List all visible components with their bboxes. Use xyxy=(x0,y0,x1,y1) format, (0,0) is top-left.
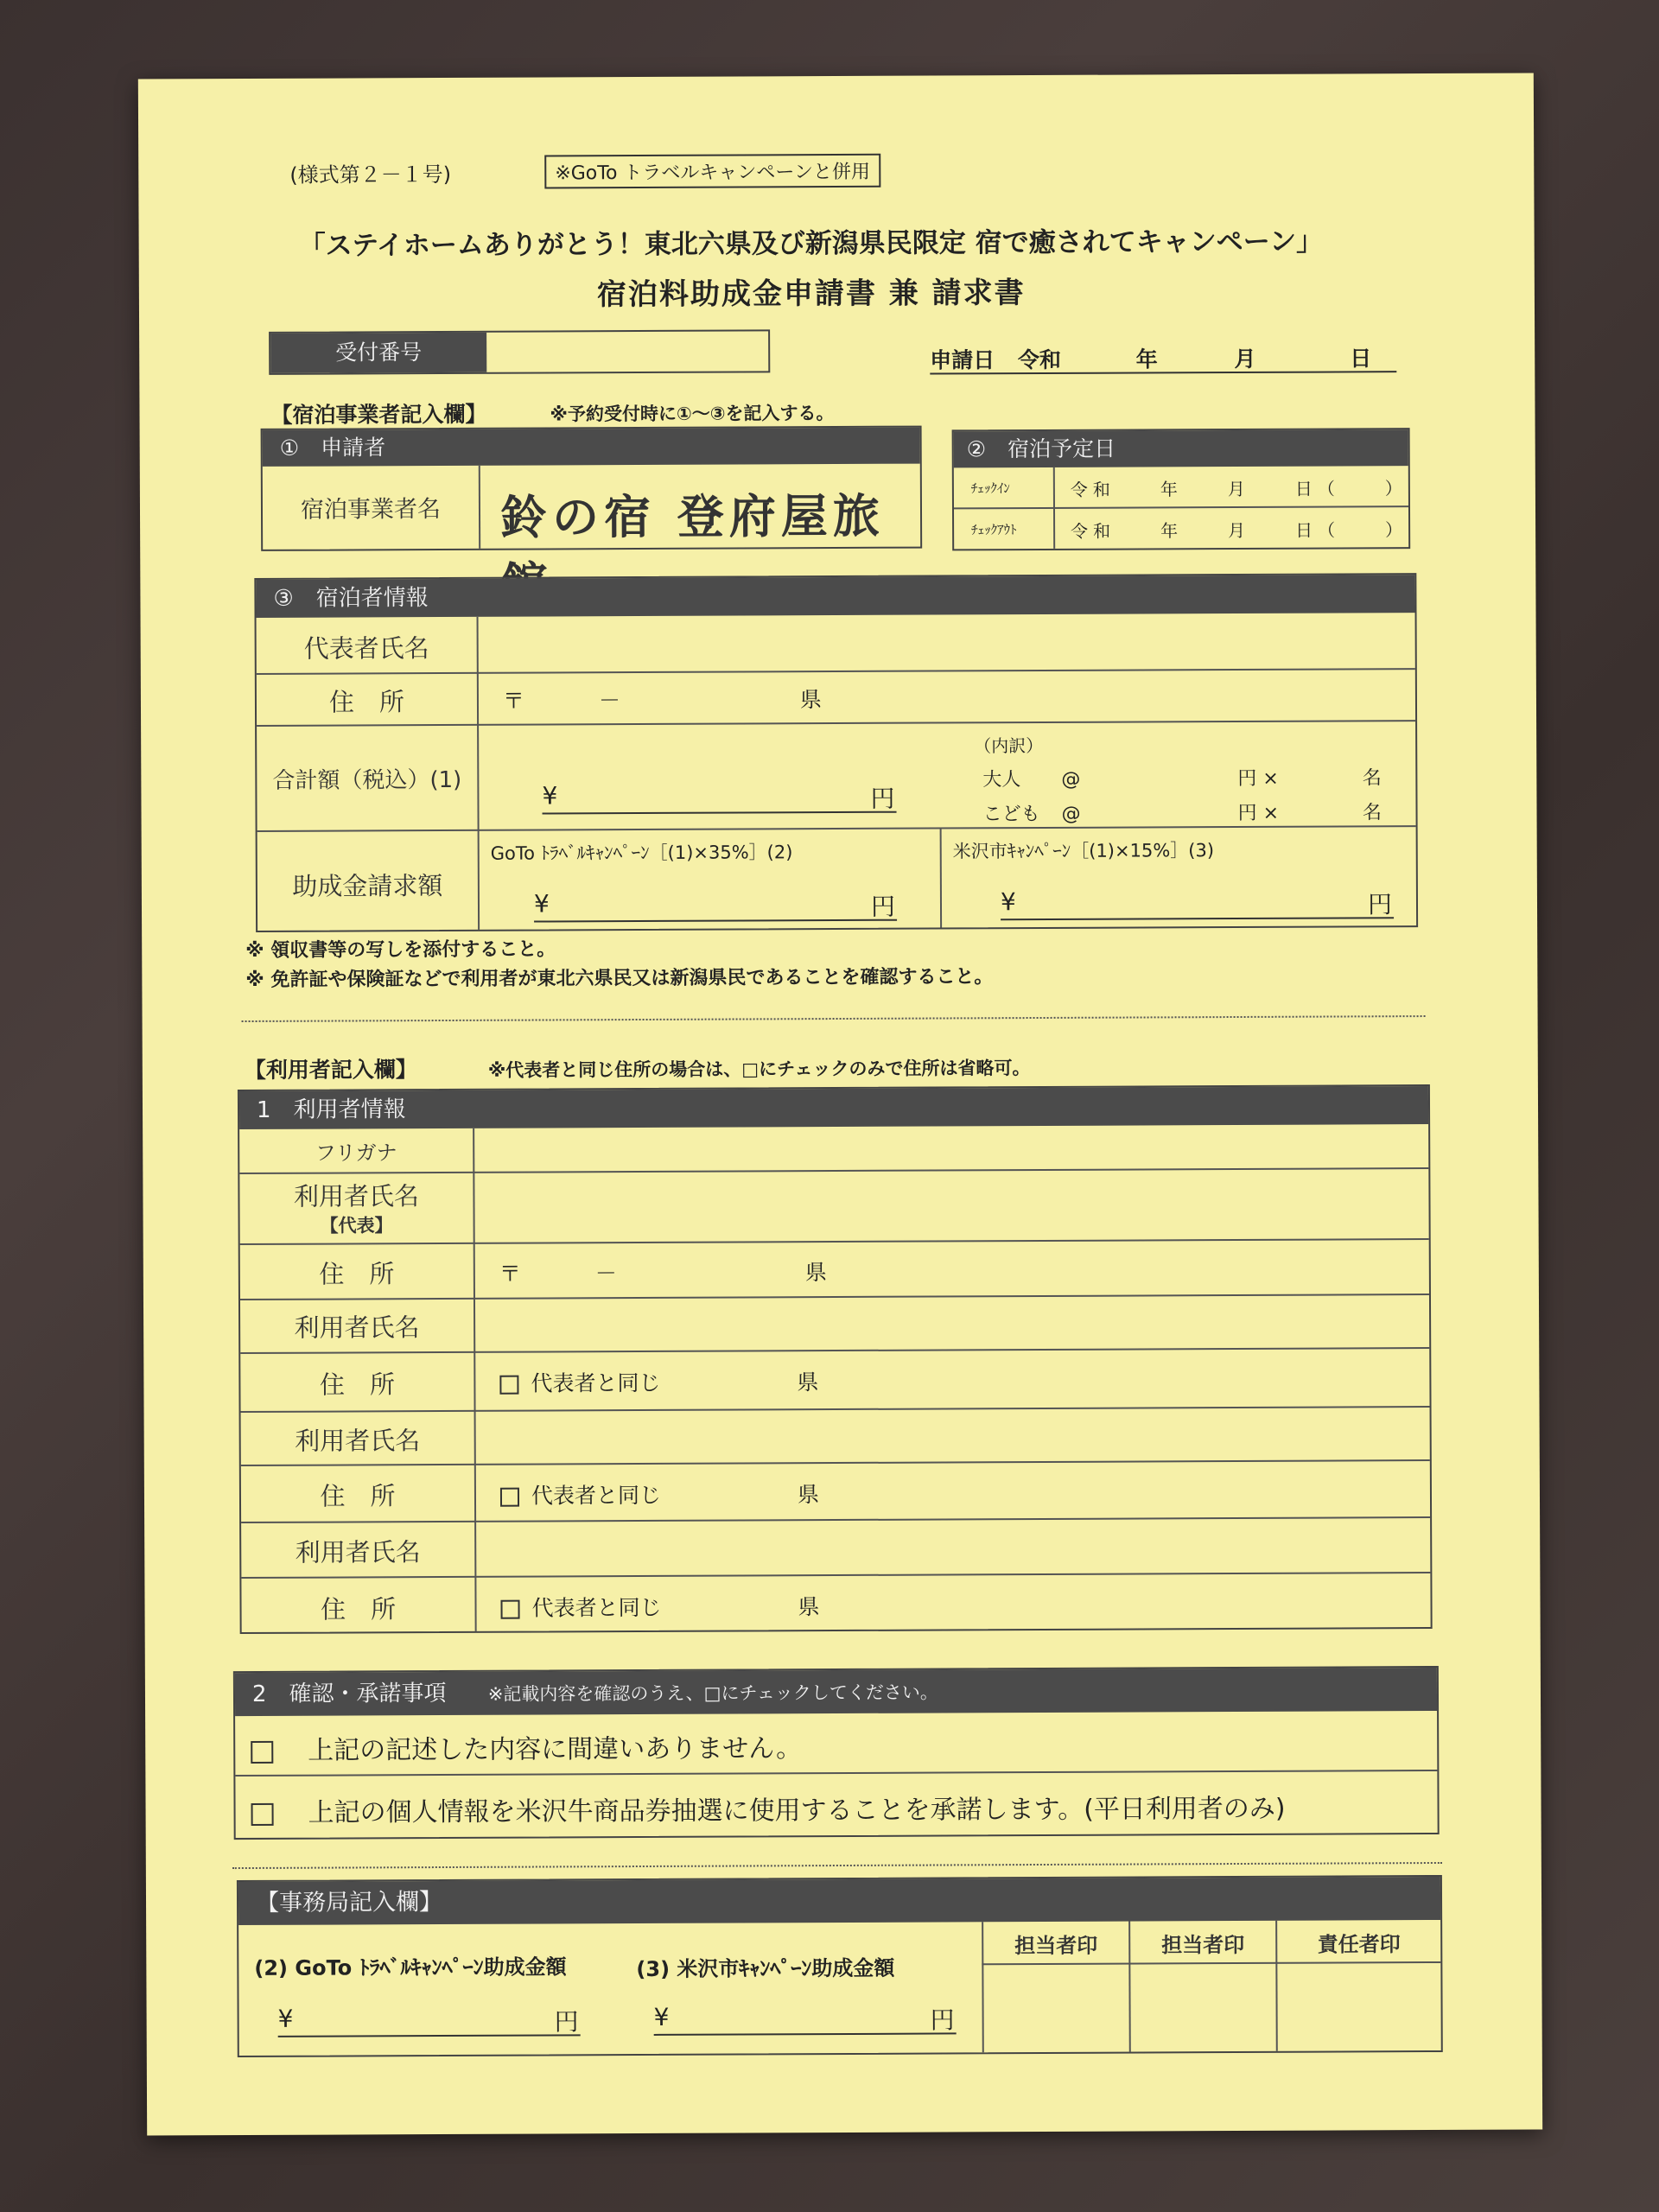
confirm-table xyxy=(233,1666,1440,1840)
postal-dash: － xyxy=(598,688,621,714)
stamp1-label: 担当者印 xyxy=(1014,1933,1098,1959)
applicant-divider xyxy=(479,466,480,549)
goto-subsidy-label: GoTo ﾄﾗﾍﾞﾙｷｬﾝﾍﾟｰﾝ［(1)×35%］(2) xyxy=(490,842,793,864)
user4-same-checkbox[interactable] xyxy=(500,1600,519,1619)
total-en: 円 xyxy=(870,784,895,813)
yonezawa-yen: ¥ xyxy=(1000,887,1016,917)
yonezawa-en: 円 xyxy=(1367,890,1393,919)
office-goto-en: 円 xyxy=(554,2007,579,2037)
checkout-date[interactable]: 令和 年 月 日（ ） xyxy=(1071,519,1408,542)
u-line-2 xyxy=(240,1238,1429,1245)
user2-name-field[interactable] xyxy=(475,1295,1426,1350)
stamp3-label: 責任者印 xyxy=(1317,1932,1401,1957)
user4-address-label: 住 所 xyxy=(320,1594,397,1624)
apply-date-month: 月 xyxy=(1234,346,1256,372)
stamp2-label: 担当者印 xyxy=(1161,1932,1245,1958)
confirm-item-1-checkbox[interactable] xyxy=(251,1740,273,1763)
user4-pref: 県 xyxy=(798,1594,820,1620)
furigana-label: フリガナ xyxy=(315,1141,397,1166)
user-postal-mark: 〒 xyxy=(499,1261,521,1287)
user4-name-field[interactable] xyxy=(476,1518,1427,1574)
dotted-separator-2 xyxy=(232,1862,1442,1869)
goto-subsidy-amount[interactable] xyxy=(534,888,897,923)
apply-date-era: 令和 xyxy=(1017,346,1062,373)
apply-date-day: 日 xyxy=(1350,346,1372,372)
row-line-3 xyxy=(257,825,1416,832)
address-label: 住 所 xyxy=(328,687,405,717)
rep-name-field[interactable] xyxy=(480,614,1413,671)
confirm-header-title: 2 確認・承諾事項 xyxy=(251,1680,447,1707)
user2-same-label: 代表者と同じ xyxy=(531,1370,661,1396)
goto-en: 円 xyxy=(870,892,896,921)
user-postal-dash: － xyxy=(594,1261,617,1287)
total-yen: ¥ xyxy=(542,781,558,810)
goto-note: ※GoTo トラベルキャンペーンと併用 xyxy=(544,154,880,189)
user-info-header: 1 利用者情報 xyxy=(239,1086,1428,1129)
stamp2-field[interactable] xyxy=(1130,1964,1274,2051)
applicant-box xyxy=(261,426,923,551)
user2-same-checkbox[interactable] xyxy=(499,1376,518,1395)
rep-address-field[interactable] xyxy=(499,1255,827,1288)
confirm-header-note: ※記載内容を確認のうえ、□にチェックしてください。 xyxy=(487,1681,938,1705)
user2-pref: 県 xyxy=(797,1370,819,1395)
confirm-item-2[interactable] xyxy=(251,1787,1285,1829)
note-id-check: ※ 免許証や保険証などで利用者が東北六県民又は新潟県民であることを確認すること。 xyxy=(245,966,994,992)
application-form-paper xyxy=(138,73,1542,2135)
checkout-label: ﾁｪｯｸｱｳﾄ xyxy=(971,522,1017,538)
user3-name-label: 利用者氏名 xyxy=(295,1426,421,1456)
postal-mark: 〒 xyxy=(502,688,525,714)
user3-address-label: 住 所 xyxy=(320,1481,396,1511)
applicant-header: ① 申請者 xyxy=(263,428,920,467)
office-yonezawa-label: (3) 米沢市ｷｬﾝﾍﾟｰﾝ助成金額 xyxy=(636,1955,895,1982)
confirm-item-2-checkbox[interactable] xyxy=(251,1802,274,1825)
stay-date-row-line xyxy=(954,505,1408,509)
confirm-header xyxy=(235,1668,1437,1716)
user4-name-label: 利用者氏名 xyxy=(295,1537,421,1567)
office-yonezawa-en: 円 xyxy=(930,2005,955,2035)
operator-name-stamp: 鈴の宿 登府屋旅館 xyxy=(499,487,885,545)
child-people: 名 xyxy=(1362,802,1382,824)
title-line2: 宿泊料助成金申請書 兼 請求書 xyxy=(596,276,1026,313)
apply-date-label: 申請日 xyxy=(930,347,995,373)
guest-info-table xyxy=(254,573,1418,932)
apply-date[interactable] xyxy=(930,341,1396,374)
child-row[interactable] xyxy=(982,798,1382,826)
yonezawa-subsidy-amount[interactable] xyxy=(1001,886,1394,920)
stay-date-box xyxy=(952,428,1411,550)
operator-note: ※予約受付時に①～③を記入する。 xyxy=(550,403,835,425)
apply-date-year: 年 xyxy=(1135,346,1158,372)
yonezawa-subsidy-label: 米沢市ｷｬﾝﾍﾟｰﾝ［(1)×15%］(3) xyxy=(952,840,1215,862)
user-heading: 【利用者記入欄】 xyxy=(244,1057,417,1084)
child-label: こども xyxy=(982,803,1040,826)
dotted-separator-1 xyxy=(242,1015,1426,1022)
user4-same-label: 代表者と同じ xyxy=(531,1594,662,1621)
operator-heading: 【宿泊事業者記入欄】 xyxy=(270,401,487,428)
checkin-label: ﾁｪｯｸｲﾝ xyxy=(970,480,1010,497)
office-table xyxy=(237,1875,1443,2057)
child-times: 円 × xyxy=(1237,802,1280,824)
subsidy-divider xyxy=(940,827,943,927)
stamp3-field[interactable] xyxy=(1277,1963,1440,2050)
rep-user-name-label: 利用者氏名 xyxy=(293,1181,420,1211)
user3-address-field[interactable] xyxy=(500,1478,819,1510)
user2-address-field[interactable] xyxy=(499,1365,818,1398)
receipt-number-box xyxy=(269,329,770,375)
total-label: 合計額（税込）(1) xyxy=(272,766,462,794)
u-line-4 xyxy=(240,1347,1429,1354)
adult-people: 名 xyxy=(1362,767,1382,790)
adult-label: 大人 xyxy=(982,769,1021,791)
stay-date-header: ② 宿泊予定日 xyxy=(954,429,1408,467)
breakdown-label: （内訳） xyxy=(974,734,1044,757)
confirm-row-line xyxy=(235,1770,1437,1777)
user-info-table xyxy=(238,1084,1433,1634)
address-field[interactable] xyxy=(503,683,822,715)
user3-same-checkbox[interactable] xyxy=(500,1488,519,1507)
u-line-8 xyxy=(241,1572,1430,1579)
confirm-item-1-text: 上記の記述した内容に間違いありません。 xyxy=(308,1733,803,1766)
user-pref: 県 xyxy=(804,1260,827,1286)
adult-at: @ xyxy=(1061,768,1081,791)
goto-yen: ¥ xyxy=(533,889,550,918)
office-goto-amount[interactable] xyxy=(278,2003,581,2037)
child-at: @ xyxy=(1061,803,1081,825)
title-line1: 「ステイホームありがとう！東北六県及び新潟県民限定 宿で癒されてキャンペーン」 xyxy=(298,226,1324,262)
user3-same-label: 代表者と同じ xyxy=(531,1482,662,1509)
rep-user-name-field[interactable] xyxy=(474,1169,1425,1241)
user3-pref: 県 xyxy=(797,1482,820,1508)
user4-address-field[interactable] xyxy=(500,1590,819,1623)
note-receipt: ※ 領収書等の写しを添付すること。 xyxy=(245,938,556,963)
user2-name-label: 利用者氏名 xyxy=(294,1313,420,1343)
office-yonezawa-amount[interactable] xyxy=(654,2001,957,2036)
receipt-number-label: 受付番号 xyxy=(270,333,486,373)
adult-row[interactable] xyxy=(982,763,1382,791)
form-number: (様式第２－１号) xyxy=(289,162,452,188)
guest-info-header: ③ 宿泊者情報 xyxy=(256,575,1414,618)
total-amount-field[interactable] xyxy=(542,780,896,815)
checkin-date[interactable]: 令和 年 月 日（ ） xyxy=(1070,478,1408,500)
office-goto-yen: ¥ xyxy=(277,2004,294,2033)
rep-address-label: 住 所 xyxy=(319,1259,395,1289)
operator-name-label: 宿泊事業者名 xyxy=(300,496,442,524)
confirm-item-1[interactable] xyxy=(251,1726,802,1767)
office-heading: 【事務局記入欄】 xyxy=(238,1877,1440,1925)
u-line-6 xyxy=(241,1459,1430,1466)
stamp1-field[interactable] xyxy=(983,1965,1127,2052)
user-note: ※代表者と同じ住所の場合は、□にチェックのみで住所は省略可。 xyxy=(487,1058,1031,1081)
furigana-field[interactable] xyxy=(474,1126,1425,1170)
pref-label: 県 xyxy=(799,687,822,713)
row-line-2 xyxy=(257,720,1415,727)
row-line-1 xyxy=(257,668,1415,675)
office-goto-label: (2) GoTo ﾄﾗﾍﾞﾙｷｬﾝﾍﾟｰﾝ助成金額 xyxy=(254,1955,567,1980)
rep-name-label: 代表者氏名 xyxy=(303,633,429,664)
user3-name-field[interactable] xyxy=(476,1408,1427,1462)
user2-address-label: 住 所 xyxy=(319,1370,395,1400)
confirm-item-2-text: 上記の個人情報を米沢牛商品券抽選に使用することを承諾します。(平日利用者のみ) xyxy=(308,1793,1286,1828)
rep-tag: 【代表】 xyxy=(320,1215,393,1236)
office-yonezawa-yen: ¥ xyxy=(653,2002,670,2031)
subsidy-label: 助成金請求額 xyxy=(292,871,443,901)
adult-times: 円 × xyxy=(1237,767,1279,790)
receipt-number-field[interactable] xyxy=(488,331,766,372)
